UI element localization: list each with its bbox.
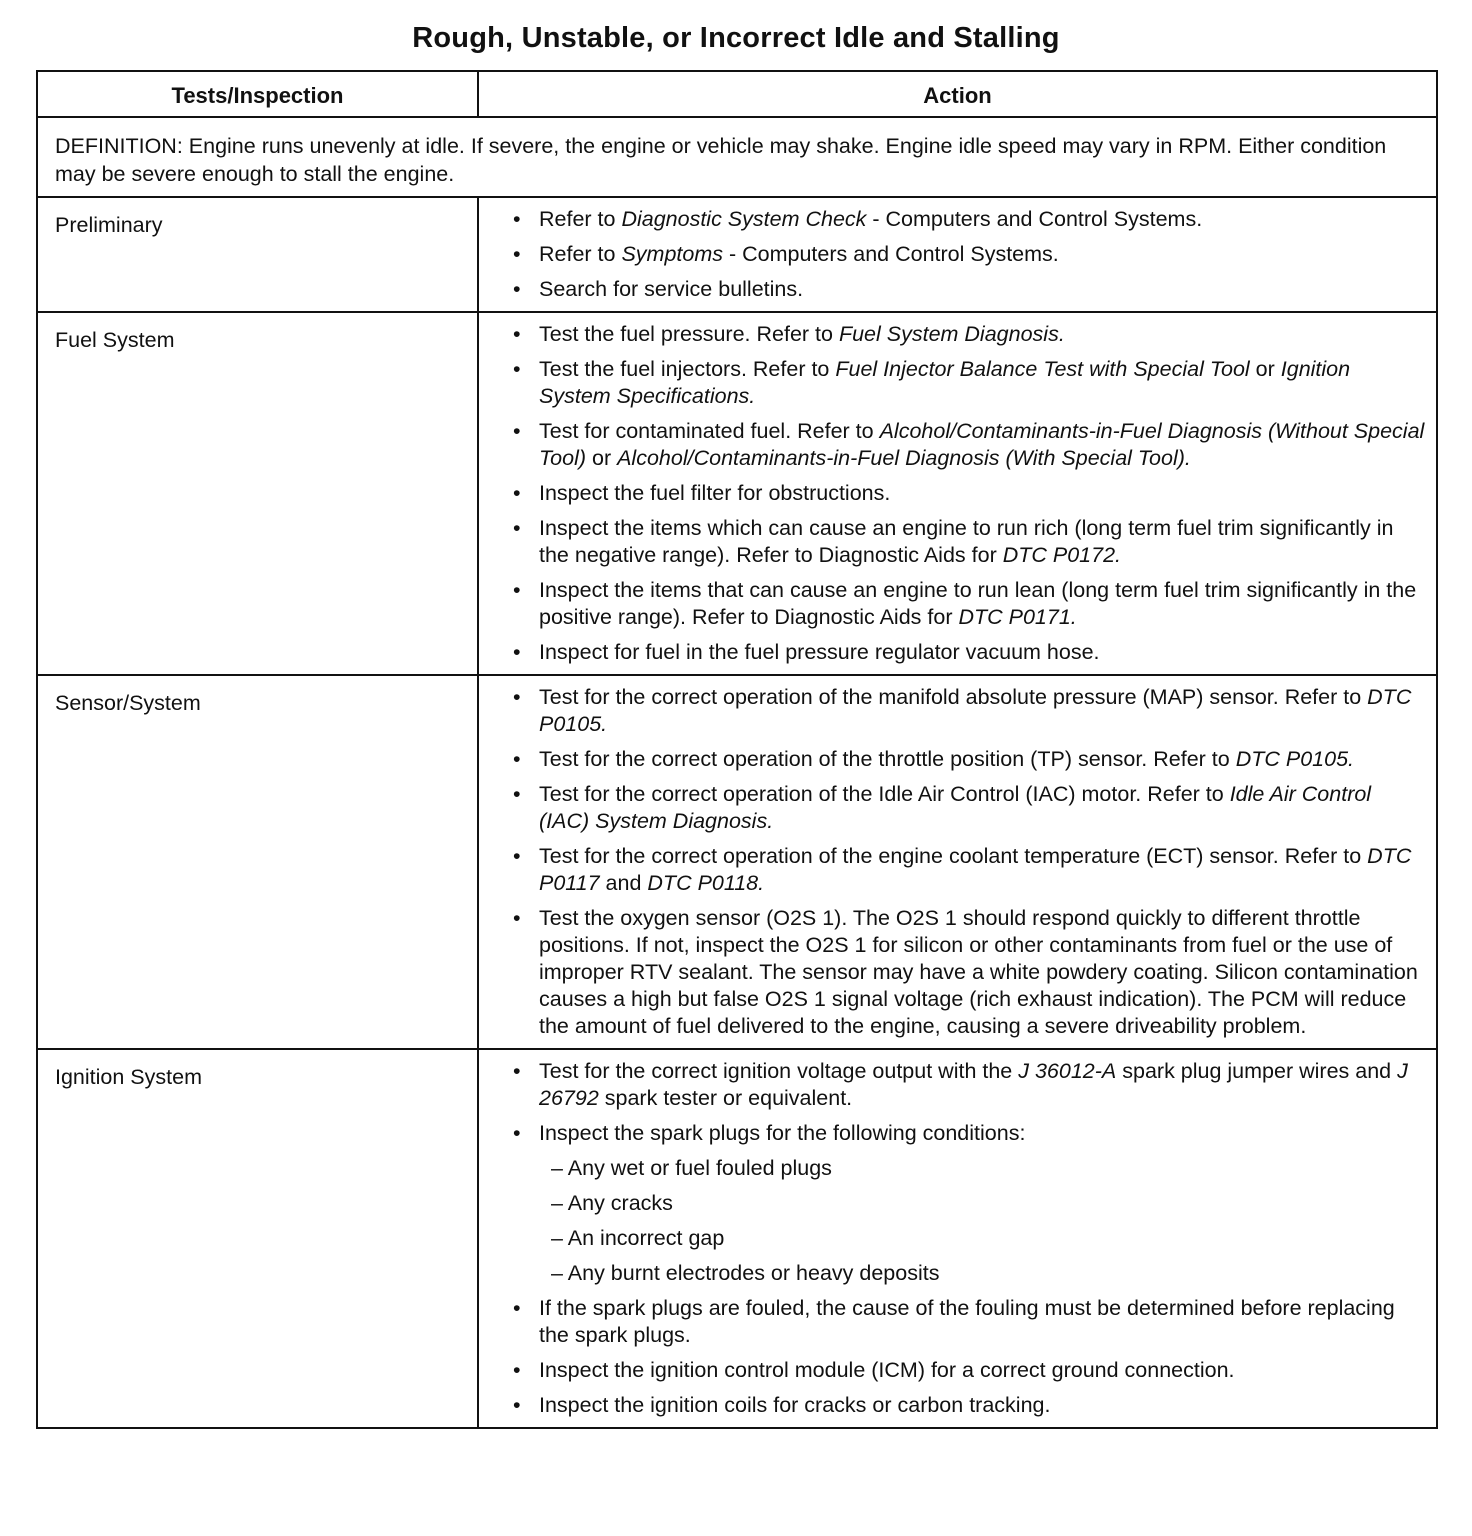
sub-condition-item [539, 1155, 1426, 1182]
action-list [511, 206, 1426, 303]
bullet-icon: • [513, 207, 521, 231]
definition-text: DEFINITION: Engine runs unevenly at idle. If severe, the engine or vehicle may shake. Engine idle speed may vary in RPM. Either condition may be severe enough to stall the engine. [37, 117, 1437, 197]
bullet-icon: • [513, 747, 521, 771]
sub-condition-text: An incorrect gap [567, 1226, 725, 1250]
action-reference: Alcohol/Contaminants-in-Fuel Diagnosis (With Special Tool). [617, 446, 1191, 470]
sub-condition-text: Any wet or fuel fouled plugs [567, 1156, 832, 1180]
action-item [511, 480, 1426, 507]
action-item [511, 1357, 1426, 1384]
action-reference: DTC P0172. [1002, 543, 1122, 567]
bullet-icon: • [513, 1059, 521, 1083]
action-reference: Alcohol/Contaminants-in-Fuel Diagnosis (Without Special Tool) [539, 419, 1425, 470]
action-item [511, 321, 1426, 348]
action-item [511, 241, 1426, 268]
bullet-icon: • [513, 481, 521, 505]
bullet-icon: • [513, 419, 521, 443]
bullet-icon: • [513, 1393, 521, 1417]
bullet-icon: • [513, 322, 521, 346]
action-reference: Idle Air Control (IAC) System Diagnosis. [539, 782, 1372, 833]
action-item [511, 206, 1426, 233]
row-category: Preliminary [37, 197, 478, 312]
action-text: - Computers and Control Systems. [866, 207, 1203, 231]
header-tests-inspection: Tests/Inspection [37, 71, 478, 117]
bullet-icon: • [513, 578, 521, 602]
action-text: Test for the correct operation of the engine coolant temperature (ECT) sensor. Refer to [539, 844, 1368, 868]
action-text: Search for service bulletins. [539, 277, 804, 301]
action-text: Inspect the spark plugs for the following conditions: [539, 1121, 1026, 1145]
action-item [511, 639, 1426, 666]
action-item [511, 418, 1426, 472]
action-text: spark tester or equivalent. [598, 1086, 853, 1110]
action-item [511, 577, 1426, 631]
action-item [511, 1120, 1426, 1287]
definition-row [37, 117, 1437, 197]
action-text: If the spark plugs are fouled, the cause of the fouling must be determined before replacing the spark plugs. [539, 1296, 1395, 1347]
row-actions [478, 675, 1437, 1049]
action-text: Refer to [539, 207, 622, 231]
bullet-icon: • [513, 782, 521, 806]
row-actions [478, 312, 1437, 675]
dash-icon: – [551, 1191, 563, 1215]
action-reference: Fuel Injector Balance Test with Special Tool [835, 357, 1250, 381]
bullet-icon: • [513, 640, 521, 664]
action-item [511, 905, 1426, 1040]
sub-condition-list [539, 1155, 1426, 1287]
bullet-icon: • [513, 1121, 521, 1145]
bullet-icon: • [513, 844, 521, 868]
action-reference: Diagnostic System Check [621, 207, 867, 231]
action-reference: J 26792 [539, 1059, 1408, 1110]
action-item [511, 843, 1426, 897]
table-row [37, 675, 1437, 1049]
table-header-row [37, 71, 1437, 117]
action-text: Test the fuel injectors. Refer to [539, 357, 836, 381]
action-text: Test the fuel pressure. Refer to [539, 322, 839, 346]
action-reference: Symptoms [621, 242, 724, 266]
action-reference: DTC P0105. [539, 685, 1412, 736]
action-list [511, 684, 1426, 1040]
dash-icon: – [551, 1226, 563, 1250]
bullet-icon: • [513, 1296, 521, 1320]
action-text: Inspect the items that can cause an engine to run lean (long term fuel trim significantly in the positive range). Refer to Diagnostic Aids for [539, 578, 1417, 629]
action-item [511, 356, 1426, 410]
table-row [37, 1049, 1437, 1428]
action-reference: J 36012-A [1018, 1059, 1117, 1083]
action-text: Test for the correct operation of the throttle position (TP) sensor. Refer to [539, 747, 1236, 771]
page-title: Rough, Unstable, or Incorrect Idle and Stalling [412, 22, 1060, 54]
action-text: spark plug jumper wires and [1116, 1059, 1398, 1083]
action-text: - Computers and Control Systems. [723, 242, 1059, 266]
action-text: or [586, 446, 618, 470]
action-text: Inspect the ignition control module (ICM) for a correct ground connection. [539, 1358, 1235, 1382]
bullet-icon: • [513, 277, 521, 301]
action-list [511, 321, 1426, 666]
action-reference: Fuel System Diagnosis. [838, 322, 1065, 346]
action-item [511, 1295, 1426, 1349]
diagnosis-table [36, 70, 1438, 1429]
action-text: Inspect for fuel in the fuel pressure regulator vacuum hose. [539, 640, 1100, 664]
sub-condition-item [539, 1190, 1426, 1217]
bullet-icon: • [513, 906, 521, 930]
bullet-icon: • [513, 1358, 521, 1382]
row-actions [478, 197, 1437, 312]
action-text: Inspect the items which can cause an engine to run rich (long term fuel trim significantly in the negative range). Refer to Diagnostic Aids for [539, 516, 1394, 567]
action-text: Inspect the fuel filter for obstructions. [539, 481, 891, 505]
action-reference: DTC P0117 [539, 844, 1412, 895]
action-item [511, 1058, 1426, 1112]
sub-condition-text: Any burnt electrodes or heavy deposits [567, 1261, 940, 1285]
sub-condition-text: Any cracks [567, 1191, 673, 1215]
action-text: Test the oxygen sensor (O2S 1). The O2S 1 should respond quickly to different throttle positions. If not, inspect the O2S 1 for silicon or other contaminants from fuel or the use of improper RTV sealant. The sensor may have a white powdery coating. Silicon contamination causes a high but false O2S 1 signal voltage (rich exhaust indication). The PCM will reduce the amount of fuel delivered to the engine, causing a severe driveability problem. [539, 906, 1418, 1038]
sub-condition-item [539, 1260, 1426, 1287]
row-category: Fuel System [37, 312, 478, 675]
row-category: Ignition System [37, 1049, 478, 1428]
row-actions [478, 1049, 1437, 1428]
action-text: Inspect the ignition coils for cracks or carbon tracking. [539, 1393, 1051, 1417]
action-text: Test for contaminated fuel. Refer to [539, 419, 880, 443]
bullet-icon: • [513, 516, 521, 540]
action-reference: DTC P0118. [647, 871, 765, 895]
table-row [37, 312, 1437, 675]
action-reference: Ignition System Specifications. [539, 357, 1351, 408]
action-item [511, 746, 1426, 773]
action-item [511, 276, 1426, 303]
header-action: Action [478, 71, 1437, 117]
action-item [511, 781, 1426, 835]
action-list [511, 1058, 1426, 1419]
action-text: Refer to [539, 242, 622, 266]
action-item [511, 515, 1426, 569]
action-text: Test for the correct ignition voltage output with the [539, 1059, 1019, 1083]
action-item [511, 1392, 1426, 1419]
action-text: or [1249, 357, 1281, 381]
table-body [37, 117, 1437, 1428]
row-category: Sensor/System [37, 675, 478, 1049]
dash-icon: – [551, 1261, 563, 1285]
action-reference: DTC P0171. [958, 605, 1077, 629]
dash-icon: – [551, 1156, 563, 1180]
bullet-icon: • [513, 685, 521, 709]
action-text: Test for the correct operation of the manifold absolute pressure (MAP) sensor. Refer to [539, 685, 1368, 709]
action-item [511, 684, 1426, 738]
table-row [37, 197, 1437, 312]
sub-condition-item [539, 1225, 1426, 1252]
action-text: and [599, 871, 648, 895]
bullet-icon: • [513, 242, 521, 266]
action-reference: DTC P0105. [1235, 747, 1355, 771]
bullet-icon: • [513, 357, 521, 381]
action-text: Test for the correct operation of the Idle Air Control (IAC) motor. Refer to [539, 782, 1230, 806]
